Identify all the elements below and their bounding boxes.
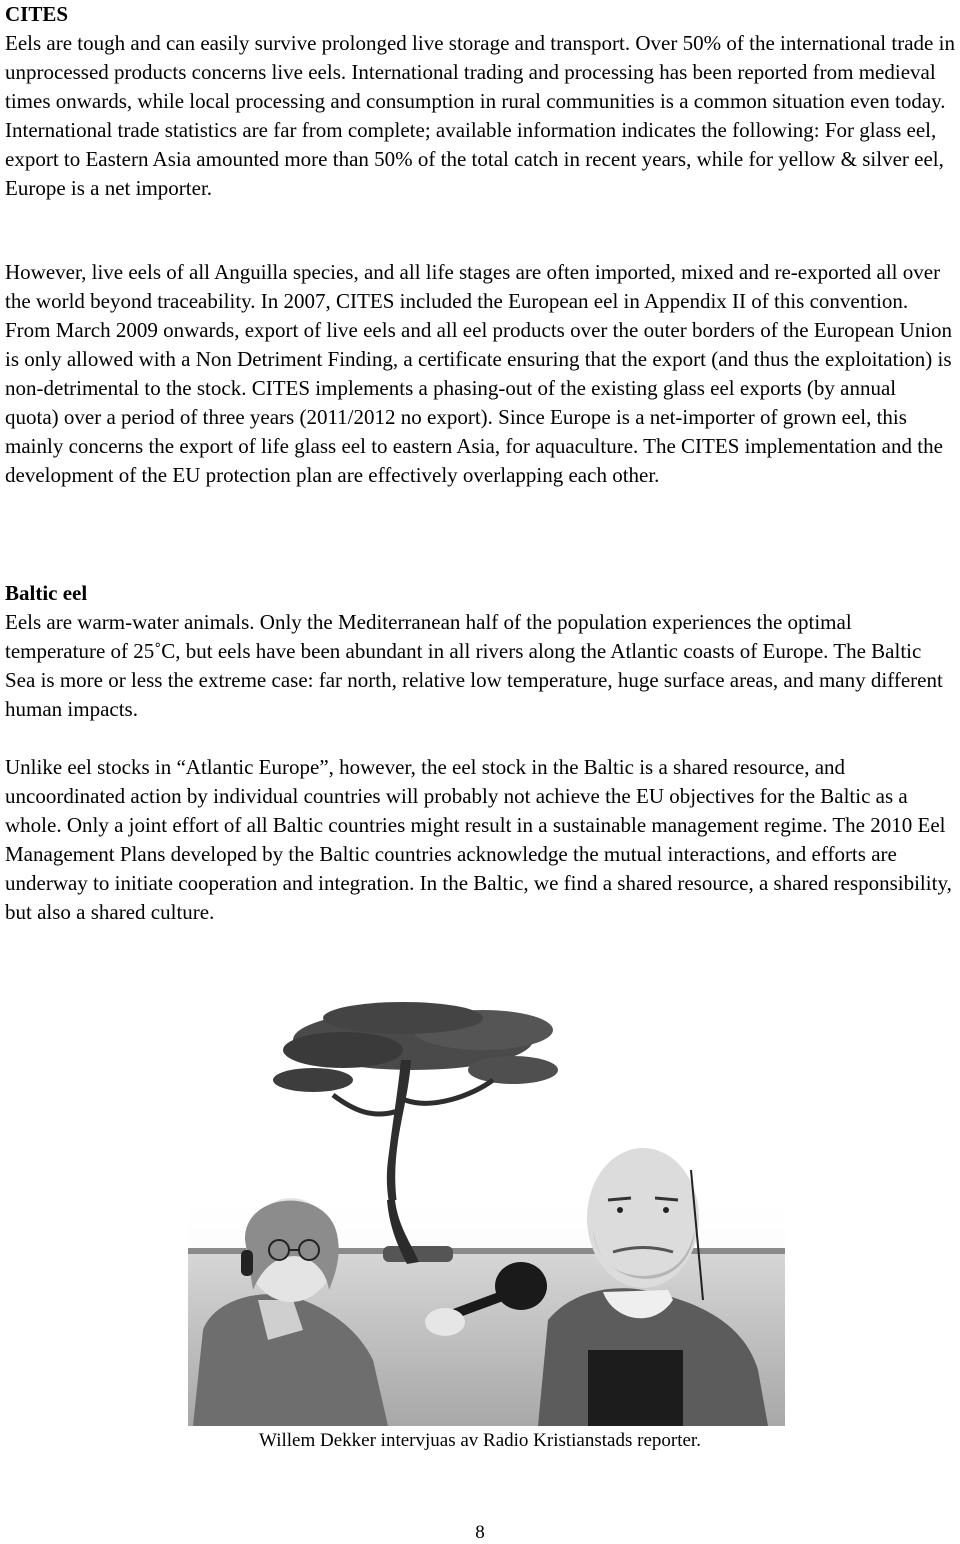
section-baltic-continued <box>5 753 955 927</box>
paragraph-cites-1: Eels are tough and can easily survive prolonged live storage and transport. Over 50% of the international trade in unprocessed products concerns live eels. International trading and processing has been reported from medieval times onwards, while local processing and consumption in rural communities is a common situation even today. International trade statistics are far from complete; available information indicates the following: For glass eel, export to Eastern Asia amounted more than 50% of the total catch in recent years, while for yellow & silver eel, Europe is a net importer. <box>5 31 955 200</box>
paragraph-baltic-1: Eels are warm-water animals. Only the Mediterranean half of the population experiences the optimal temperature of 25˚C, but eels have been abundant in all rivers along the Atlantic coasts of Europe. The Baltic Sea is more or less the extreme case: far north, relative low temperature, huge surface areas, and many different human impacts. <box>5 610 943 721</box>
section-heading-baltic: Baltic eel <box>5 581 88 605</box>
page-number: 8 <box>475 1522 485 1543</box>
interview-photo <box>183 1000 785 1426</box>
section-cites-continued <box>5 258 955 490</box>
figure-caption: Willem Dekker intervjuas av Radio Kristianstads reporter. <box>259 1430 701 1451</box>
section-baltic <box>5 579 955 724</box>
paragraph-cites-2: However, live eels of all Anguilla species, and all life stages are often imported, mixed and re-exported all over the world beyond traceability. In 2007, CITES included the European eel in Appendix II of this convention. From March 2009 onwards, export of live eels and all eel products over the outer borders of the European Union is only allowed with a Non Detriment Finding, a certificate ensuring that the export (and thus the exploitation) is non-detrimental to the stock. CITES implements a phasing-out of the existing glass eel exports (by annual quota) over a period of three years (2011/2012 no export). Since Europe is a net-importer of grown eel, this mainly concerns the export of life glass eel to eastern Asia, for aquaculture. The CITES implementation and the development of the EU protection plan are effectively overlapping each other. <box>5 260 953 487</box>
paragraph-baltic-2: Unlike eel stocks in “Atlantic Europe”, however, the eel stock in the Baltic is a shared resource, and uncoordinated action by individual countries will probably not achieve the EU objectives for the Baltic as a whole. Only a joint effort of all Baltic countries might result in a sustainable management regime. The 2010 Eel Management Plans developed by the Baltic countries acknowledge the mutual interactions, and efforts are underway to initiate cooperation and integration. In the Baltic, we find a shared resource, a shared responsibility, but also a shared culture. <box>5 755 952 924</box>
section-cites <box>5 0 955 203</box>
section-heading-cites: CITES <box>5 2 69 26</box>
